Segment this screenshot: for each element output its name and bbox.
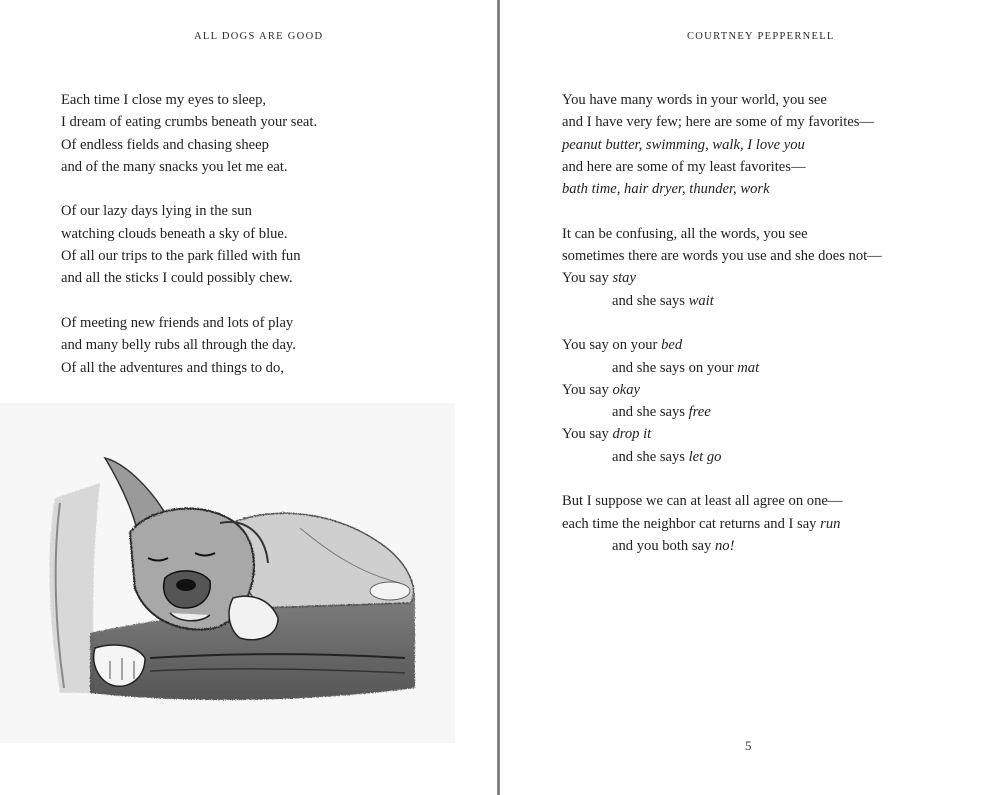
poem-line: Of all the adventures and things to do,	[61, 359, 284, 376]
left-poem	[61, 89, 317, 401]
left-page	[0, 0, 497, 795]
right-poem	[562, 89, 882, 580]
italic-word: okay	[612, 381, 640, 398]
italic-words: bath time, hair dryer, thunder, work	[562, 181, 770, 198]
line-text: and you both say	[612, 537, 715, 554]
poem-line-italic	[562, 134, 882, 156]
poem-line	[562, 334, 882, 356]
poem-line: and all the sticks I could possibly chew.	[61, 270, 293, 287]
poem-line-indented	[562, 290, 882, 312]
line-text: and she says	[612, 448, 689, 465]
italic-word: mat	[737, 359, 760, 376]
italic-word: wait	[688, 292, 714, 309]
stanza	[562, 89, 882, 200]
line-text: You say	[562, 270, 613, 287]
poem-line: sometimes there are words you use and she does not—	[562, 248, 882, 265]
poem-line	[562, 513, 882, 535]
poem-line-indented	[562, 446, 882, 468]
italic-word: stay	[612, 270, 636, 287]
italic-word: no!	[714, 537, 735, 554]
page-number: 5	[745, 738, 752, 753]
poem-line: It can be confusing, all the words, you see	[562, 225, 808, 242]
poem-line: Of our lazy days lying in the sun	[61, 203, 252, 220]
line-text: You say	[562, 381, 613, 398]
poem-line-indented	[562, 357, 882, 379]
line-text: You say on your	[562, 337, 662, 354]
stanza	[61, 312, 317, 379]
poem-line: But I suppose we can at least all agree on one—	[562, 493, 843, 510]
line-text: and she says	[612, 292, 689, 309]
poem-line-indented	[562, 535, 882, 557]
dog-sketch-illustration	[0, 403, 455, 743]
right-page	[500, 0, 996, 795]
poem-line: and here are some of my least favorites—	[562, 158, 806, 175]
stanza	[61, 200, 317, 289]
italic-word: drop it	[612, 426, 652, 443]
italic-word: run	[820, 515, 841, 532]
poem-line: and many belly rubs all through the day.	[61, 337, 296, 354]
poem-line-italic	[562, 178, 882, 200]
line-text: and she says on your	[612, 359, 738, 376]
sleeping-dog-icon	[0, 403, 455, 743]
stanza	[562, 490, 882, 557]
poem-line: Of meeting new friends and lots of play	[61, 314, 294, 331]
poem-line: Of all our trips to the park filled with fun	[61, 248, 301, 265]
italic-word: let go	[688, 448, 722, 465]
poem-line: and I have very few; here are some of my favorites—	[562, 114, 875, 131]
line-text: each time the neighbor cat returns and I say	[562, 515, 821, 532]
stanza	[61, 89, 317, 178]
italic-words: peanut butter, swimming, walk, I love you	[562, 136, 805, 153]
poem-line	[562, 267, 882, 289]
poem-line: I dream of eating crumbs beneath your seat.	[61, 114, 318, 131]
poem-line	[562, 423, 882, 445]
poem-line: and of the many snacks you let me eat.	[61, 158, 288, 175]
stanza	[562, 223, 882, 312]
italic-word: bed	[661, 337, 683, 354]
running-head-author: COURTNEY PEPPERNELL	[687, 31, 835, 42]
poem-line-indented	[562, 401, 882, 423]
poem-line: You have many words in your world, you see	[562, 92, 827, 108]
line-text: You say	[562, 426, 613, 443]
stanza	[562, 334, 882, 468]
poem-line: Of endless fields and chasing sheep	[61, 136, 269, 153]
poem-line: watching clouds beneath a sky of blue.	[61, 225, 288, 242]
poem-line	[562, 379, 882, 401]
running-head-title: ALL DOGS ARE GOOD	[194, 31, 324, 42]
italic-word: free	[688, 404, 711, 421]
line-text: and she says	[612, 404, 689, 421]
poem-line: Each time I close my eyes to sleep,	[61, 92, 267, 108]
